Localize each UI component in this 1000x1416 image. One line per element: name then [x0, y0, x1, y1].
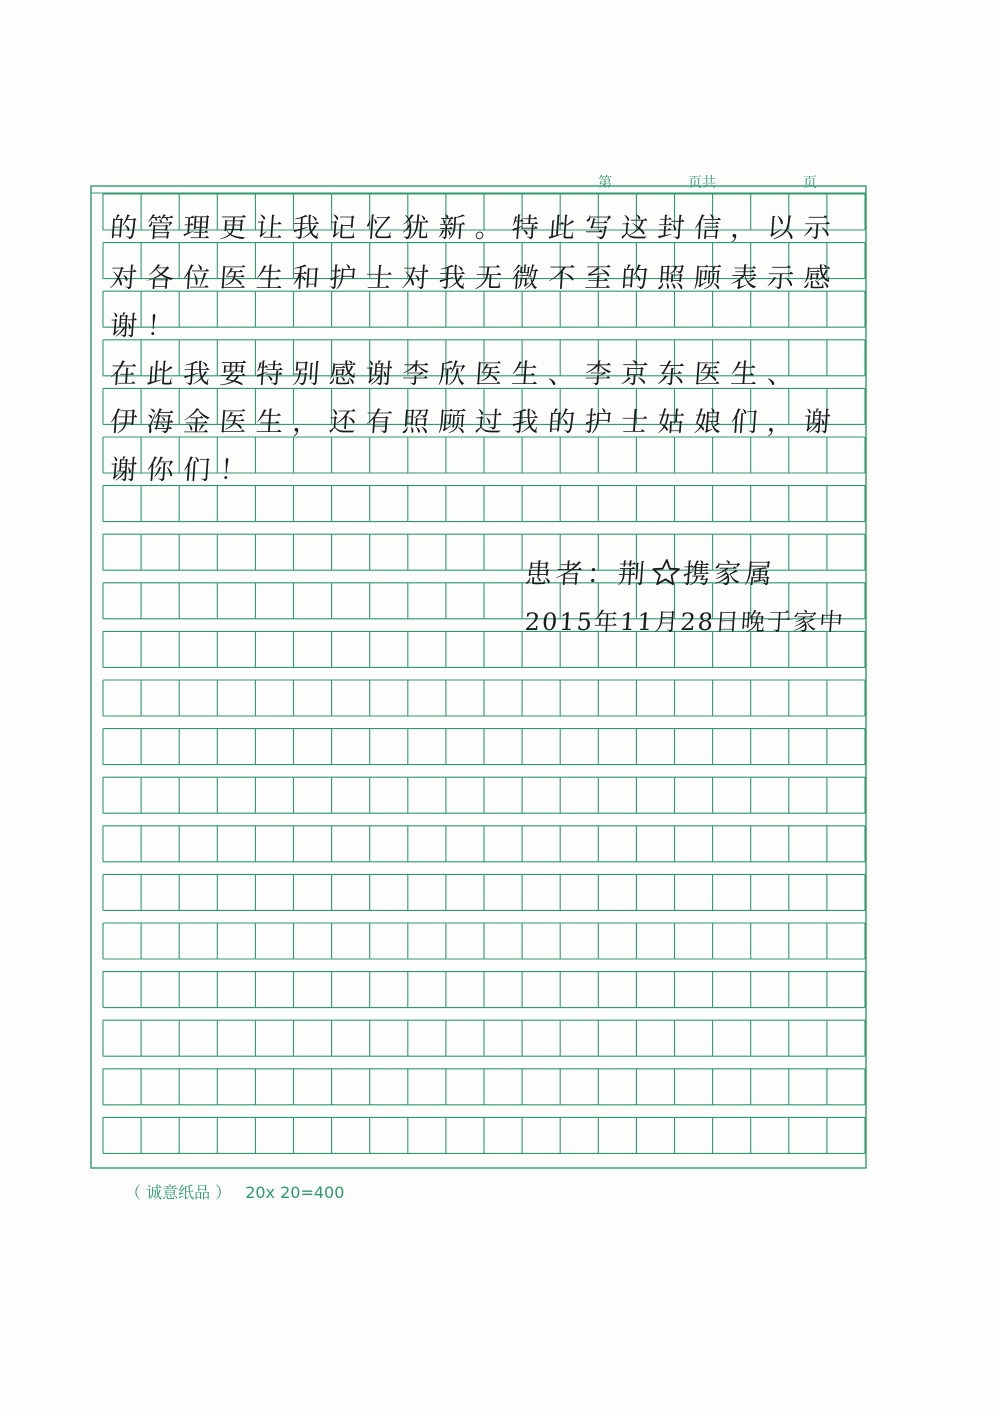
letter-line-4: 在此我要特别感谢李欣医生、李京东医生、 [108, 359, 805, 390]
grid-row [103, 972, 865, 1008]
page-label-ye: 页 [803, 175, 817, 191]
signature-label: 患者： [523, 559, 619, 590]
grid-row [103, 1020, 865, 1056]
letter-line-3: 谢！ [108, 311, 185, 342]
star-outline-icon [650, 558, 682, 586]
signature-name: 荆 [616, 559, 650, 590]
letter-line-6: 谢你们！ [108, 455, 258, 486]
page-label-di: 第 [598, 175, 612, 191]
grid-row [103, 486, 865, 522]
grid-row [103, 1069, 865, 1105]
grid-row [103, 874, 865, 910]
signature [524, 552, 778, 591]
letter-date: 2015年11月28日晚于家中 [523, 608, 846, 636]
signature-rest: 携家属 [681, 559, 777, 590]
letter-line-1: 的管理更让我记忆犹新。特此写这封信，以示 [108, 213, 842, 244]
paper-footer [125, 1180, 358, 1203]
letter-line-2: 对各位医生和护士对我无微不至的照顾表示感 [108, 263, 842, 294]
grid-row [103, 923, 865, 959]
grid-row [103, 680, 865, 716]
paper-spec: 20x 20=400 [245, 1183, 345, 1202]
grid-row [103, 826, 865, 862]
paper-brand: （ 诚意纸品 ） [125, 1183, 232, 1202]
letter-line-5: 伊海金医生，还有照顾过我的护士姑娘们，谢 [108, 407, 842, 438]
grid-row [103, 1117, 865, 1153]
grid-row [103, 777, 865, 813]
grid-row [103, 729, 865, 765]
page-label-ye-gong: 页共 [688, 175, 716, 191]
